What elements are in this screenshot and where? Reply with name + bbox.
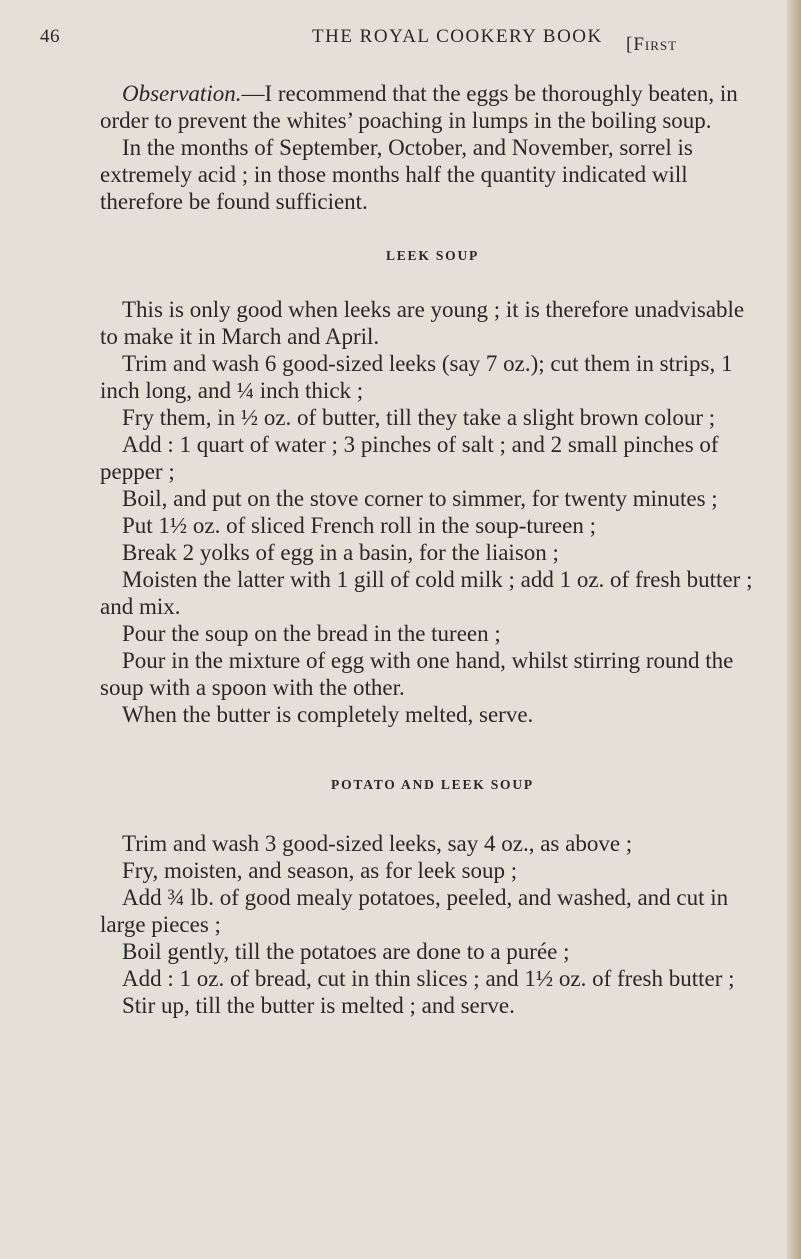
leek-step: Pour in the mixture of egg with one hand, whilst stirring round the soup with a spoon with the other.	[100, 648, 734, 700]
leek-step: Break 2 yolks of egg in a basin, for the liaison ;	[122, 540, 559, 565]
leek-step: Pour the soup on the bread in the tureen ;	[122, 621, 501, 646]
section-marker: [First	[626, 34, 678, 55]
sorrel-note: In the months of September, October, and November, sorrel is extremely acid ; in those months half the quantity indicated will therefore be found sufficient.	[100, 135, 693, 214]
leek-step: Moisten the latter with 1 gill of cold milk ; add 1 oz. of fresh butter ; and mix.	[100, 567, 753, 619]
observation-lead: Observation.	[122, 81, 242, 106]
leek-step: Trim and wash 6 good-sized leeks (say 7 oz.); cut them in strips, 1 inch long, and ¼ inch thick ;	[100, 351, 733, 403]
leek-step: Fry them, in ½ oz. of butter, till they take a slight brown colour ;	[122, 405, 716, 430]
observation-paragraph	[100, 80, 765, 134]
page-header	[0, 26, 801, 66]
leek-step: Boil, and put on the stove corner to simmer, for twenty minutes ;	[122, 486, 718, 511]
leek-step: Add : 1 quart of water ; 3 pinches of salt ; and 2 small pinches of pepper ;	[100, 432, 719, 484]
potato-step: Stir up, till the butter is melted ; and serve.	[122, 993, 515, 1018]
page-edge	[787, 0, 801, 1259]
running-title: THE ROYAL COOKERY BOOK	[312, 26, 603, 47]
leek-step: When the butter is completely melted, serve.	[122, 702, 534, 727]
potato-step: Add ¾ lb. of good mealy potatoes, peeled, and washed, and cut in large pieces ;	[100, 885, 729, 937]
page-body	[100, 80, 765, 1019]
potato-step: Fry, moisten, and season, as for leek soup ;	[122, 858, 518, 883]
leek-step: Put 1½ oz. of sliced French roll in the soup-tureen ;	[122, 513, 596, 538]
potato-step: Add : 1 oz. of bread, cut in thin slices ; and 1½ oz. of fresh butter ;	[122, 966, 735, 991]
leek-soup-title: LEEK SOUP	[385, 248, 480, 263]
leek-soup-intro: This is only good when leeks are young ; it is therefore unadvisable to make it in March and April.	[100, 297, 745, 349]
observation-text: —I recommend that the eggs be thoroughly beaten, in order to prevent the whites’ poaching in lumps in the boiling soup.	[100, 81, 738, 133]
potato-leek-soup-title: POTATO AND LEEK SOUP	[331, 777, 534, 792]
potato-step: Trim and wash 3 good-sized leeks, say 4 oz., as above ;	[122, 831, 633, 856]
page-number: 46	[40, 26, 60, 47]
potato-step: Boil gently, till the potatoes are done to a purée ;	[122, 939, 570, 964]
